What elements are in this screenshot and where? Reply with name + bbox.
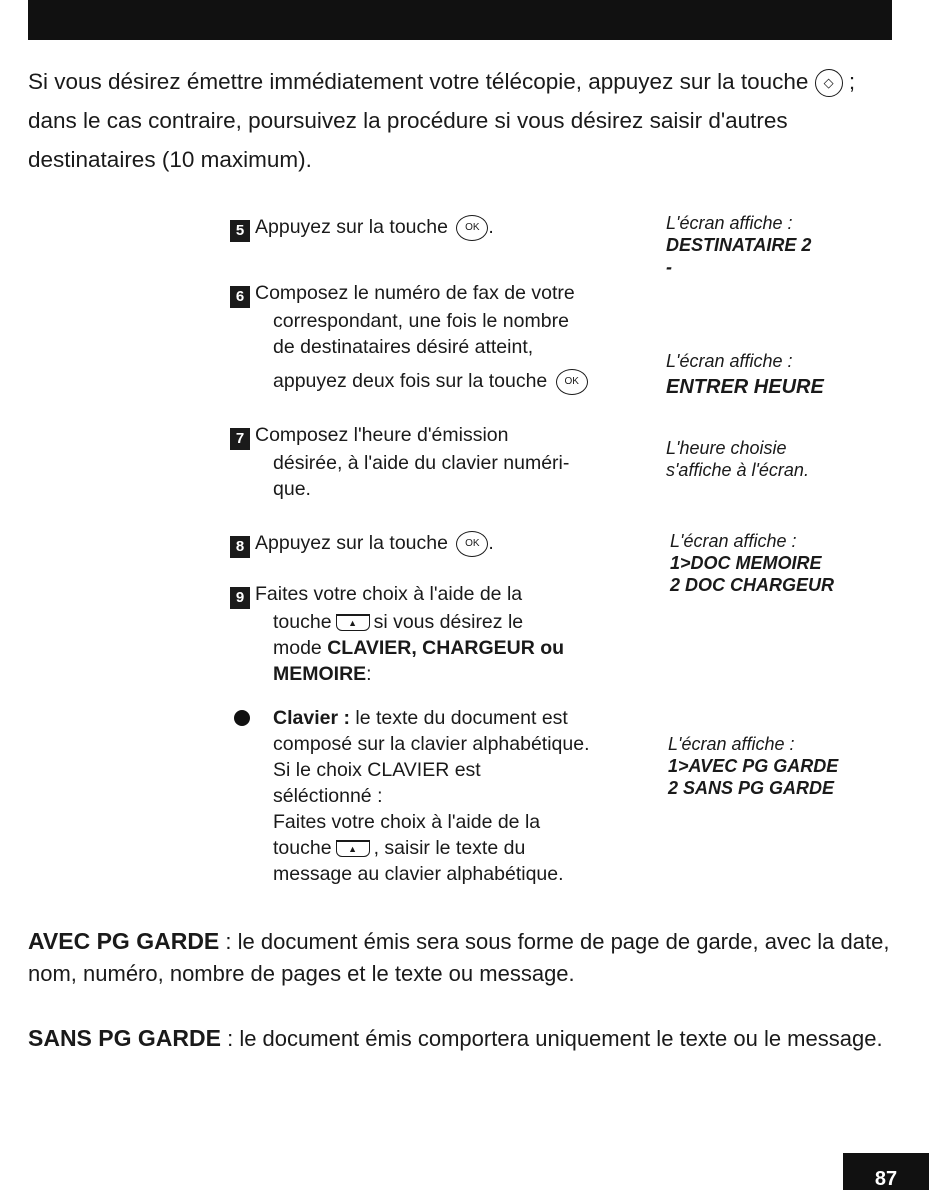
clavier-line-7: message au clavier alphabétique. xyxy=(273,863,564,885)
step-6-line-2: correspondant, une fois le nombre xyxy=(273,310,569,332)
clavier-line-5: Faites votre choix à l'aide de la xyxy=(273,811,541,833)
intro-paragraph xyxy=(28,62,888,179)
intro-text-1: Si vous désirez émettre immédiatement votre télécopie, appuyez sur la touche xyxy=(28,69,809,94)
step-6-line-1: Composez le numéro de fax de votre xyxy=(255,282,575,304)
ok-key-icon: OK xyxy=(456,531,488,557)
step-9-line-3 xyxy=(230,635,650,661)
step-9-line-4 xyxy=(230,661,650,687)
step-5-period: . xyxy=(488,216,494,238)
clavier-term: Clavier : xyxy=(273,707,350,729)
screen-display-1 xyxy=(666,212,916,278)
screen-display-3 xyxy=(666,437,916,481)
step-8 xyxy=(230,530,650,558)
step-7-line-1: Composez l'heure d'émission xyxy=(255,424,509,446)
step-9-colon: : xyxy=(366,663,372,685)
step-6 xyxy=(230,280,650,395)
step-9-memoire: MEMOIRE xyxy=(273,663,367,685)
definition-avec-term: AVEC PG GARDE xyxy=(28,928,220,954)
definition-avec-text: : le document émis sera sous forme de page de garde, avec la date, nom, numéro, nombre de pages et le texte ou message. xyxy=(28,929,890,986)
clavier-line-3: Si le choix CLAVIER est xyxy=(273,759,481,781)
step-9-line-2a: touche xyxy=(273,611,332,633)
clavier-line-6 xyxy=(230,835,650,861)
step-9-modes: CLAVIER, CHARGEUR ou xyxy=(327,637,565,659)
step-9 xyxy=(230,581,650,687)
step-6-line-3: de destinataires désiré atteint, xyxy=(273,336,534,358)
ok-key-icon: OK xyxy=(556,369,588,395)
screen-1-label: L'écran affiche : xyxy=(666,213,793,233)
intro-text-2: ; dans le cas contraire, poursuivez la procédure si vous désirez saisir d'autres destinataires (10 maximum). xyxy=(28,69,856,172)
screen-4-value-2: 2 DOC CHARGEUR xyxy=(670,575,835,595)
step-6-line-4 xyxy=(230,368,650,395)
step-6-line-4-text: appuyez deux fois sur la touche xyxy=(273,370,548,392)
definition-sans-text: : le document émis comportera uniquement le texte ou le message. xyxy=(220,1026,883,1051)
screen-3-line-2: s'affiche à l'écran. xyxy=(666,460,809,480)
arrow-key-icon: ▲ xyxy=(336,840,370,857)
screen-display-5 xyxy=(668,733,918,799)
definition-sans-pg-garde xyxy=(28,1022,898,1055)
start-key-icon: ◇ xyxy=(815,69,843,97)
step-number-7: 7 xyxy=(230,428,250,450)
screen-2-label: L'écran affiche : xyxy=(666,351,793,371)
step-8-text: Appuyez sur la touche xyxy=(255,532,448,554)
clavier-line-4: séléctionné : xyxy=(273,785,383,807)
screen-5-value-1: 1>AVEC PG GARDE xyxy=(668,756,839,776)
step-5 xyxy=(230,214,650,242)
step-7 xyxy=(230,422,650,502)
screen-5-label: L'écran affiche : xyxy=(668,734,795,754)
screen-2-value: ENTRER HEURE xyxy=(666,376,824,398)
screen-5-value-2: 2 SANS PG GARDE xyxy=(668,778,835,798)
clavier-line-1-text: le texte du document est xyxy=(349,707,568,729)
screen-display-2 xyxy=(666,350,916,398)
step-number-9: 9 xyxy=(230,587,250,609)
clavier-line-1 xyxy=(230,705,650,731)
step-9-line-1: Faites votre choix à l'aide de la xyxy=(255,583,523,605)
definition-avec-pg-garde xyxy=(28,925,898,990)
step-number-6: 6 xyxy=(230,286,250,308)
step-9-line-2 xyxy=(230,609,650,635)
clavier-line-6b: , saisir le texte du xyxy=(373,837,526,859)
page-number: 87 xyxy=(843,1153,929,1190)
clavier-line-2: composé sur la clavier alphabétique. xyxy=(273,733,590,755)
definition-sans-term: SANS PG GARDE xyxy=(28,1025,221,1051)
clavier-block xyxy=(230,705,650,887)
header-bar xyxy=(28,0,892,40)
screen-display-4 xyxy=(670,530,920,596)
step-5-text: Appuyez sur la touche xyxy=(255,216,448,238)
step-9-line-2b: si vous désirez le xyxy=(373,611,524,633)
step-number-8: 8 xyxy=(230,536,250,558)
screen-3-line-1: L'heure choisie xyxy=(666,438,787,458)
ok-key-icon: OK xyxy=(456,215,488,241)
arrow-key-icon: ▲ xyxy=(336,614,370,631)
screen-1-value: DESTINATAIRE 2 xyxy=(666,235,812,255)
step-7-line-2: désirée, à l'aide du clavier numéri- xyxy=(273,452,570,474)
step-7-line-3: que. xyxy=(273,478,311,500)
clavier-line-6a: touche xyxy=(273,837,332,859)
step-8-period: . xyxy=(488,532,494,554)
screen-4-label: L'écran affiche : xyxy=(670,531,797,551)
step-number-5: 5 xyxy=(230,220,250,242)
screen-1-cursor: - xyxy=(666,257,672,277)
screen-4-value-1: 1>DOC MEMOIRE xyxy=(670,553,822,573)
step-9-line-3a: mode xyxy=(273,637,322,659)
